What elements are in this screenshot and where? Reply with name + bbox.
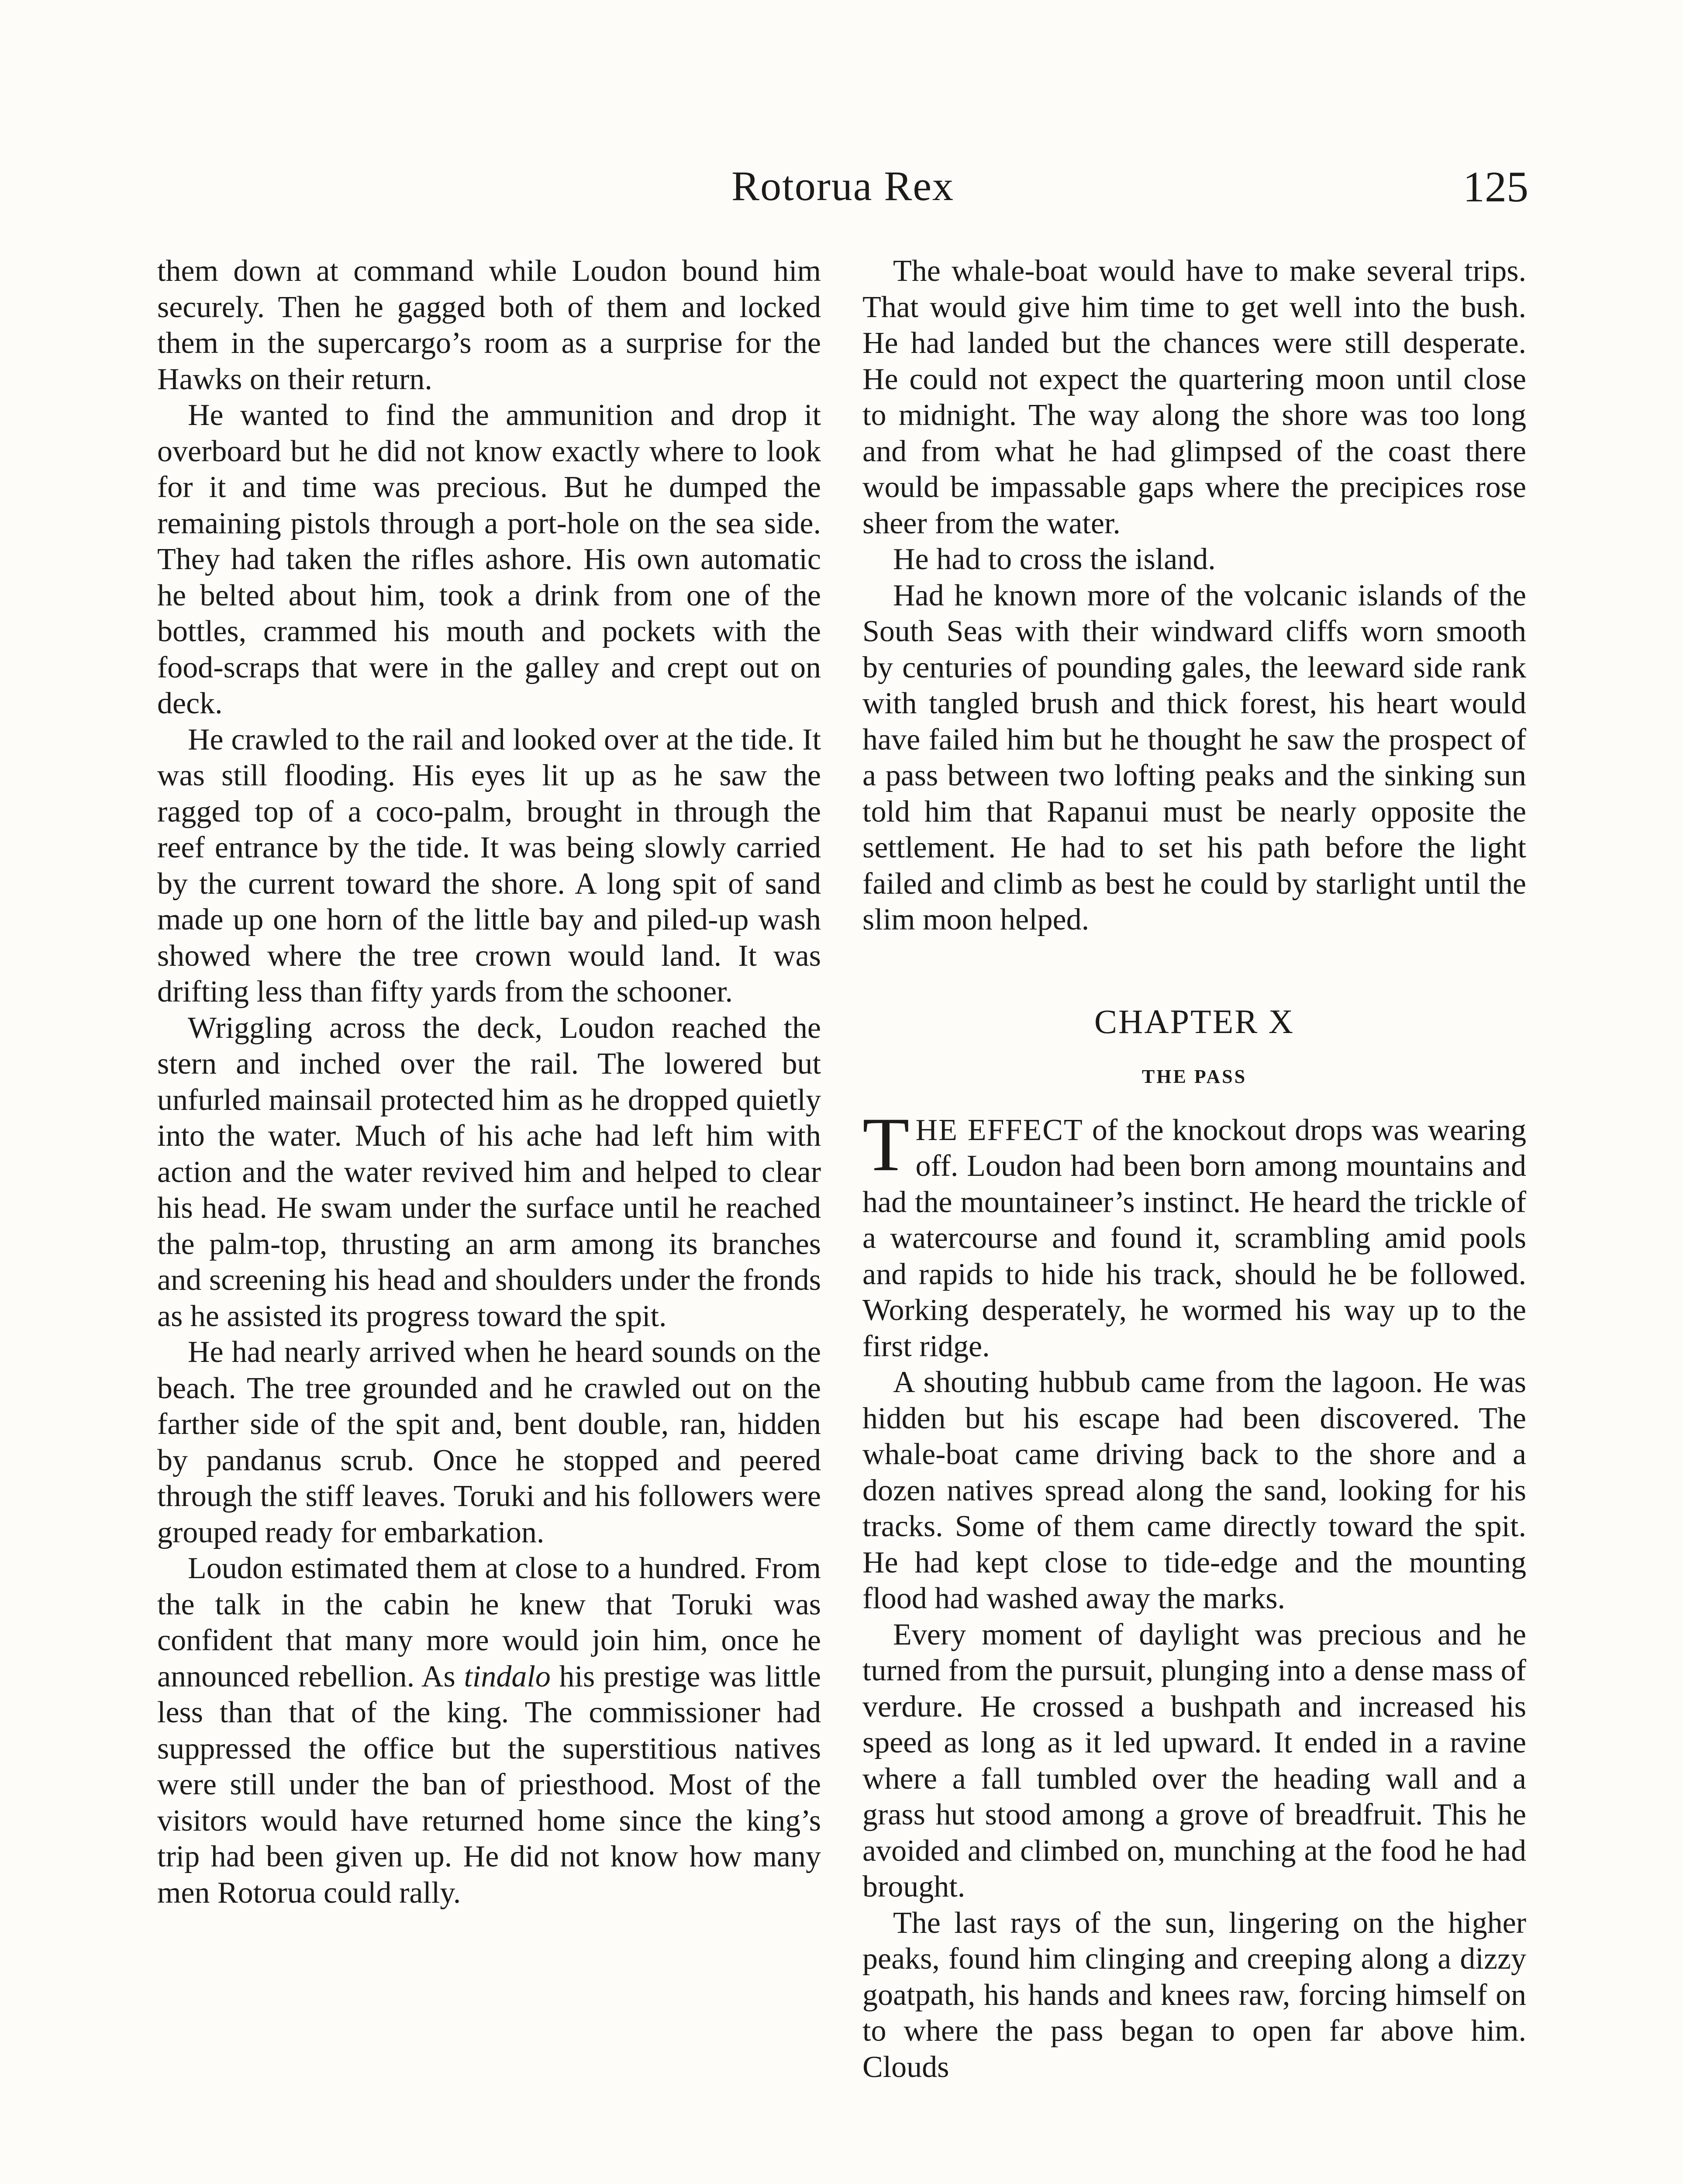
paragraph: He had to cross the island.: [893, 543, 1216, 576]
paragraph: Every moment of daylight was precious and he turned from the pursuit, plunging into a dense mass of verdure. He crossed a bushpath and increased his speed as long as it led upward. It ended in a ravine where a fall tumbled over the heading wall and a grass hut stood among a grove of breadfruit. This he avoided and climbed on, munching at the food he had brought.: [862, 1617, 1526, 1904]
paragraph: He wanted to find the ammunition and drop it overboard but he did not know exactly where to look for it and time was precious. But he dumped the remaining pistols through a port-hole on the sea side. They had taken the rifles ashore. His own automatic he belted about him, took a drink from one of the bottles, crammed his mouth and pockets with the food-scraps that were in the galley and crept out on deck.: [157, 398, 821, 720]
paragraph: them down at command while Loudon bound him securely. Then he gagged both of them and locked them in the supercargo’s room as a surprise for the Hawks on their return.: [157, 254, 821, 396]
paragraph-text: of the knockout drops was wearing off. Loudon had been born among mountains and had the mountaineer’s instinct. He heard the trickle of a watercourse and found it, scrambling amid pools and rapids to hide his track, should he be followed. Working desperately, he wormed his way up to the first ridge.: [862, 1113, 1526, 1363]
running-header: [157, 162, 1528, 223]
italic-term: tindalo: [464, 1659, 551, 1693]
paragraph-text: Loudon estimated them at close to a hundred. From the talk in the cabin he knew that Toruki was confident that many more would join him, once he announced rebellion. As: [157, 1552, 821, 1693]
paragraph-text: his prestige was little less than that of the king. The commissioner had suppressed the office but the superstitious natives were still under the ban of priesthood. Most of the visitors would have returned home since the king’s trip had been given up. He did not know how many men Rotorua could rally.: [157, 1659, 821, 1910]
running-title: Rotorua Rex: [731, 162, 954, 209]
lead-words: HE EFFECT: [915, 1113, 1083, 1147]
paragraph: A shouting hubbub came from the lagoon. He was hidden but his escape had been discovered. The whale-boat came driving back to the shore and a dozen natives spread along the sand, looking for his tracks. Some of them came directly toward the spit. He had kept close to tide-edge and the mounting flood had washed away the marks.: [862, 1365, 1526, 1615]
opening-paragraph: [862, 1102, 1526, 1365]
paragraph-with-italic: [157, 1551, 821, 1911]
chapter-subtitle: THE PASS: [1142, 1066, 1247, 1087]
paragraph: Wriggling across the deck, Loudon reached the stern and inched over the rail. The lowered but unfurled mainsail protected him as he dropped quietly into the water. Much of his ache had left him with action and the water revived him and helped to clear his head. He swam under the surface until he reached the palm-top, thrusting an arm among its branches and screening his head and shoulders under the fronds as he assisted its progress toward the spit.: [157, 1011, 821, 1333]
paragraph: The whale-boat would have to make several trips. That would give him time to get well into the bush. He had landed but the chances were still desperate. He could not expect the quartering moon until close to midnight. The way along the shore was too long and from what he had glimpsed of the coast there would be impassable gaps where the precipices rose sheer from the water.: [862, 254, 1526, 540]
paragraph: He had nearly arrived when he heard sounds on the beach. The tree grounded and he crawled out on the farther side of the spit and, bent double, ran, hidden by pandanus scrub. Once he stopped and peered through the stiff leaves. Toruki and his followers were grouped ready for embarkation.: [157, 1335, 821, 1549]
right-text-column: [862, 253, 1526, 2085]
chapter-heading: CHAPTER X: [1094, 1002, 1295, 1040]
paragraph: The last rays of the sun, lingering on the higher peaks, found him clinging and creeping along a dizzy goatpath, his hands and knees raw, forcing himself on to where the pass began to open far above him. Clouds: [862, 1906, 1526, 2084]
page-number: 125: [1463, 162, 1528, 211]
paragraph: He crawled to the rail and looked over at the tide. It was still flooding. His eyes lit up as he saw the ragged top of a coco-palm, brought in through the reef entrance by the tide. It was being slowly carried by the current toward the shore. A long spit of sand made up one horn of the little bay and piled-up wash showed where the tree crown would land. It was drifting less than fifty yards from the schooner.: [157, 722, 821, 1009]
paragraph: Had he known more of the volcanic islands of the South Seas with their windward cliffs worn smooth by centuries of pounding gales, the leeward side rank with tangled brush and thick forest, his heart would have failed him but he thought he saw the prospect of a pass between two lofting peaks and the sinking sun told him that Rapanui must be nearly opposite the settlement. He had to set his path before the light failed and climb as best he could by starlight until the slim moon helped.: [862, 578, 1526, 936]
left-text-column: [157, 253, 821, 1911]
drop-cap: T: [862, 1102, 910, 1187]
